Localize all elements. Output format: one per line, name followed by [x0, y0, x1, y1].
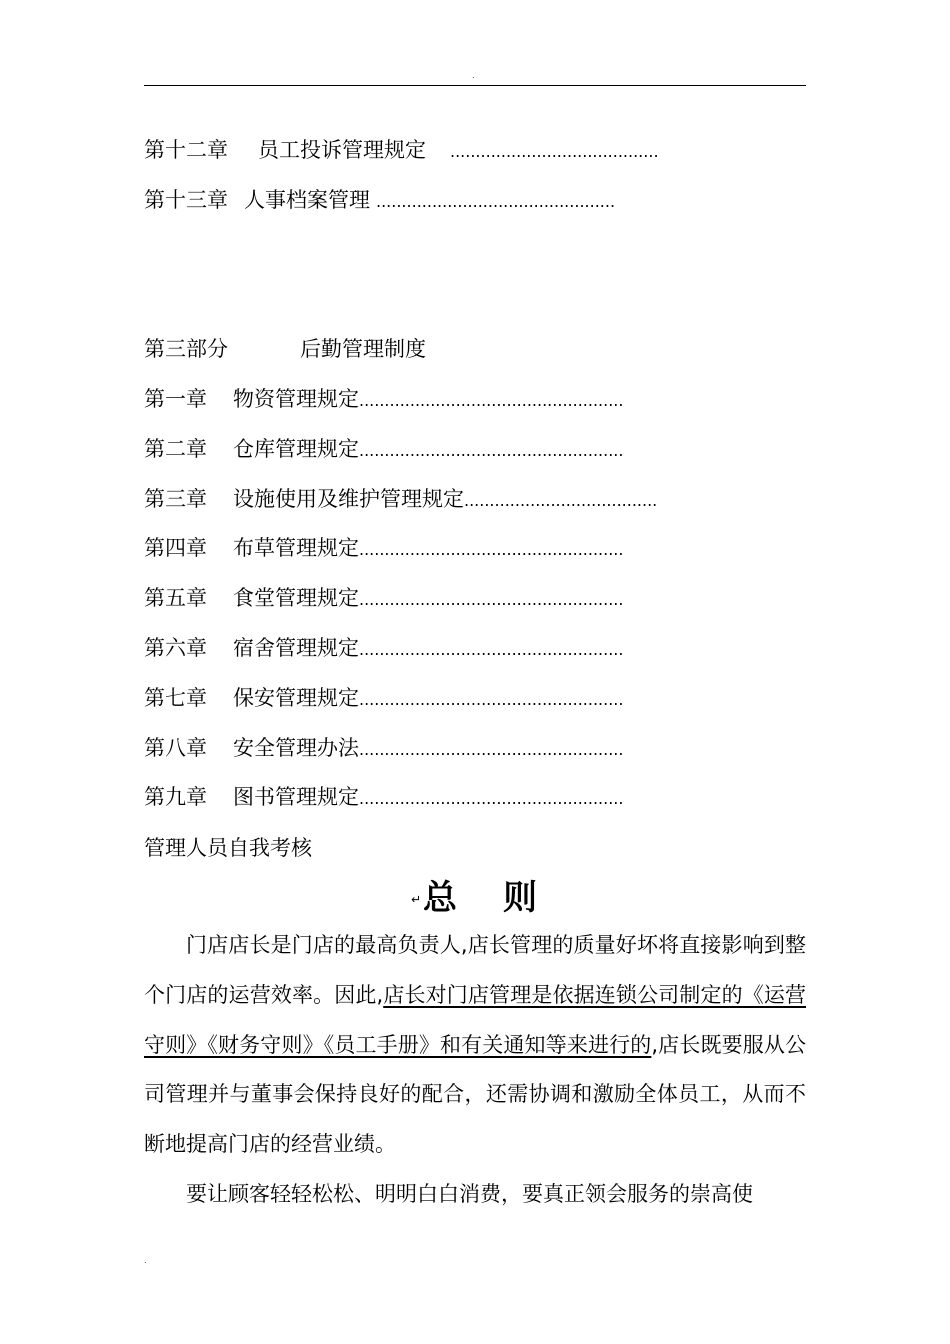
toc-title: 人事档案管理 — [244, 188, 370, 212]
toc-leader: .................................................... — [359, 739, 624, 759]
toc-leader: .................................................... — [359, 789, 624, 809]
appendix-line: 管理人员自我考核 — [144, 836, 312, 860]
toc-title: 安全管理办法 — [233, 735, 359, 760]
section-heading — [0, 876, 950, 922]
toc-chapter: 第十三章 — [144, 188, 228, 212]
toc-title: 食堂管理规定 — [233, 586, 359, 611]
paragraph-2 — [144, 1170, 806, 1220]
toc-chapter: 第二章 — [144, 436, 207, 461]
toc-leader: ...................................... — [464, 490, 658, 510]
toc-line-part3 — [144, 434, 623, 466]
toc-line-ch13 — [144, 185, 615, 217]
paragraph-1-part-a: 门店店长是门店的最高负责人,店长管理的质量好坏将直接影响到整个门店的运营效率。因此, — [144, 933, 806, 1007]
toc-leader: .................................................... — [359, 540, 624, 560]
toc-leader: .................................................... — [359, 689, 624, 709]
heading-char-1: 总 — [423, 878, 460, 918]
toc-chapter: 第五章 — [144, 586, 207, 611]
toc-title: 仓库管理规定 — [233, 436, 359, 461]
toc-chapter: 第四章 — [144, 536, 207, 561]
toc-chapter: 第九章 — [144, 785, 207, 810]
heading-char-2: 则 — [503, 878, 540, 918]
toc-chapter: 第六章 — [144, 636, 207, 660]
toc-chapter: 第七章 — [144, 685, 207, 710]
paragraph-1-underlined: 店长对门店管理是依据连锁公司制定的《运营守则》《财务守则》《员工手册》和有关通知等来进行的 — [144, 982, 806, 1057]
toc-title: 保安管理规定 — [233, 685, 359, 710]
footer-mark: . — [144, 1256, 147, 1265]
toc-title: 设施使用及维护管理规定 — [233, 486, 464, 511]
toc-chapter: 第一章 — [144, 387, 207, 411]
header-rule — [144, 85, 806, 86]
toc-title: 布草管理规定 — [233, 536, 359, 561]
toc-title: 图书管理规定 — [233, 785, 359, 810]
toc-line-part3 — [144, 733, 623, 765]
return-mark: ↵ — [410, 892, 424, 907]
toc-chapter: 第三章 — [144, 486, 207, 511]
part3-heading — [144, 334, 426, 364]
toc-leader: .................................................... — [359, 640, 624, 659]
toc-leader: .................................................... — [359, 590, 624, 610]
toc-leader: ......................................... — [450, 142, 659, 161]
part-label: 第三部分 — [144, 337, 228, 361]
toc-chapter: 第八章 — [144, 735, 207, 760]
toc-line-part3 — [144, 533, 623, 565]
toc-line-part3 — [144, 484, 657, 516]
toc-leader: ............................................... — [376, 192, 616, 211]
paragraph-2-text: 要让顾客轻轻松松、明明白白消费，要真正领会服务的崇高使 — [186, 1182, 753, 1206]
toc-line-part3 — [144, 683, 623, 715]
paragraph-1-part-b: ,店长既要服从公司管理并与董事会保持良好的配合，还需协调和激励全体员工，从而不断地提高门店的经营业绩。 — [144, 1032, 806, 1157]
toc-title: 物资管理规定 — [233, 387, 359, 411]
toc-line-part3 — [144, 633, 623, 665]
part-title: 后勤管理制度 — [300, 337, 426, 361]
header-mark: . — [472, 71, 475, 80]
toc-chapter: 第十二章 — [144, 138, 228, 162]
toc-leader: .................................................... — [359, 391, 624, 410]
toc-leader: .................................................... — [359, 440, 624, 460]
toc-line-part3 — [144, 782, 623, 814]
toc-title: 宿舍管理规定 — [233, 636, 359, 660]
toc-title: 员工投诉管理规定 — [258, 138, 426, 162]
toc-line-part3 — [144, 583, 623, 615]
toc-line-part3 — [144, 384, 623, 416]
toc-line-ch12 — [144, 135, 659, 167]
paragraph-1 — [144, 921, 806, 1170]
